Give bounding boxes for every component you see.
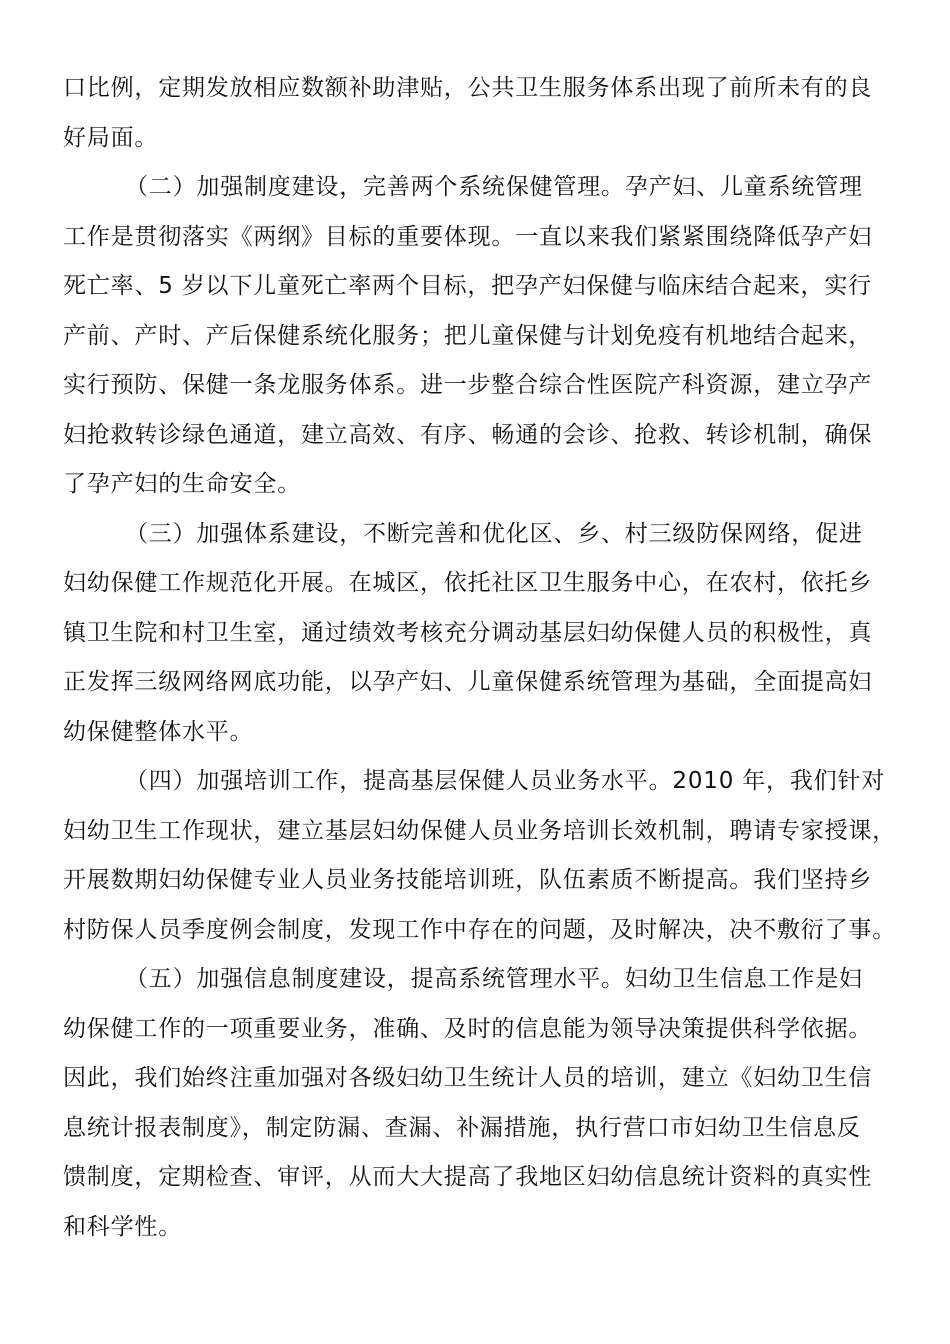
text-line: 开展数期妇幼保健专业人员业务技能培训班，队伍素质不断提高。我们坚持乡 xyxy=(63,867,873,893)
text-line: 了孕产妇的生命安全。 xyxy=(63,471,301,497)
text-line: 村防保人员季度例会制度，发现工作中存在的问题，及时解决，决不敷衍了事。 xyxy=(63,916,896,943)
text-line: 妇幼卫生工作现状，建立基层妇幼保健人员业务培训长效机制，聘请专家授课， xyxy=(63,817,896,844)
document-body xyxy=(63,64,896,1252)
paragraph-section-2 xyxy=(63,163,893,510)
text-line: 妇抢救转诊绿色通道，建立高效、有序、畅通的会诊、抢救、转诊机制，确保 xyxy=(63,421,873,448)
text-line: 幼保健工作的一项重要业务，准确、及时的信息能为领导决策提供科学依据。 xyxy=(63,1015,873,1042)
section-heading-line: （二）加强制度建设，完善两个系统保健管理。孕产妇、儿童系统管理 xyxy=(125,174,863,200)
text-line: 幼保健整体水平。 xyxy=(63,718,254,745)
paragraph-intro-continuation xyxy=(63,64,893,163)
text-line: 产前、产时、产后保健系统化服务；把儿童保健与计划免疫有机地结合起来， xyxy=(63,322,873,349)
text-line: 因此，我们始终注重加强对各级妇幼卫生统计人员的培训，建立《妇幼卫生信 xyxy=(63,1065,873,1091)
paragraph-section-4 xyxy=(63,757,896,955)
text-line: 妇幼保健工作规范化开展。在城区，依托社区卫生服务中心，在农村，依托乡 xyxy=(63,570,873,596)
text-line: 工作是贯彻落实《两纲》目标的重要体现。一直以来我们紧紧围绕降低孕产妇 xyxy=(63,223,873,250)
section-heading-line: （五）加强信息制度建设，提高系统管理水平。妇幼卫生信息工作是妇 xyxy=(125,966,863,992)
text-line: 正发挥三级网络网底功能，以孕产妇、儿童保健系统管理为基础，全面提高妇 xyxy=(63,669,873,695)
text-line: 和科学性。 xyxy=(63,1213,182,1240)
text-line: 好局面。 xyxy=(63,124,159,151)
section-heading-line: （四）加强培训工作，提高基层保健人员业务水平。2010 年，我们针对 xyxy=(125,768,886,794)
paragraph-section-3 xyxy=(63,510,893,758)
text-line: 实行预防、保健一条龙服务体系。进一步整合综合性医院产科资源，建立孕产 xyxy=(63,372,873,398)
paragraph-section-5 xyxy=(63,955,893,1252)
text-line: 镇卫生院和村卫生室，通过绩效考核充分调动基层妇幼保健人员的积极性，真 xyxy=(63,619,873,646)
text-line: 死亡率、5 岁以下儿童死亡率两个目标，把孕产妇保健与临床结合起来，实行 xyxy=(63,273,872,299)
section-heading-line: （三）加强体系建设，不断完善和优化区、乡、村三级防保网络，促进 xyxy=(125,520,863,547)
text-line: 口比例，定期发放相应数额补助津贴，公共卫生服务体系出现了前所未有的良 xyxy=(63,75,873,101)
text-line: 息统计报表制度》，制定防漏、查漏、补漏措施，执行营口市妇幼卫生信息反 xyxy=(63,1114,861,1141)
text-line: 馈制度，定期检查、审评，从而大大提高了我地区妇幼信息统计资料的真实性 xyxy=(63,1164,873,1190)
